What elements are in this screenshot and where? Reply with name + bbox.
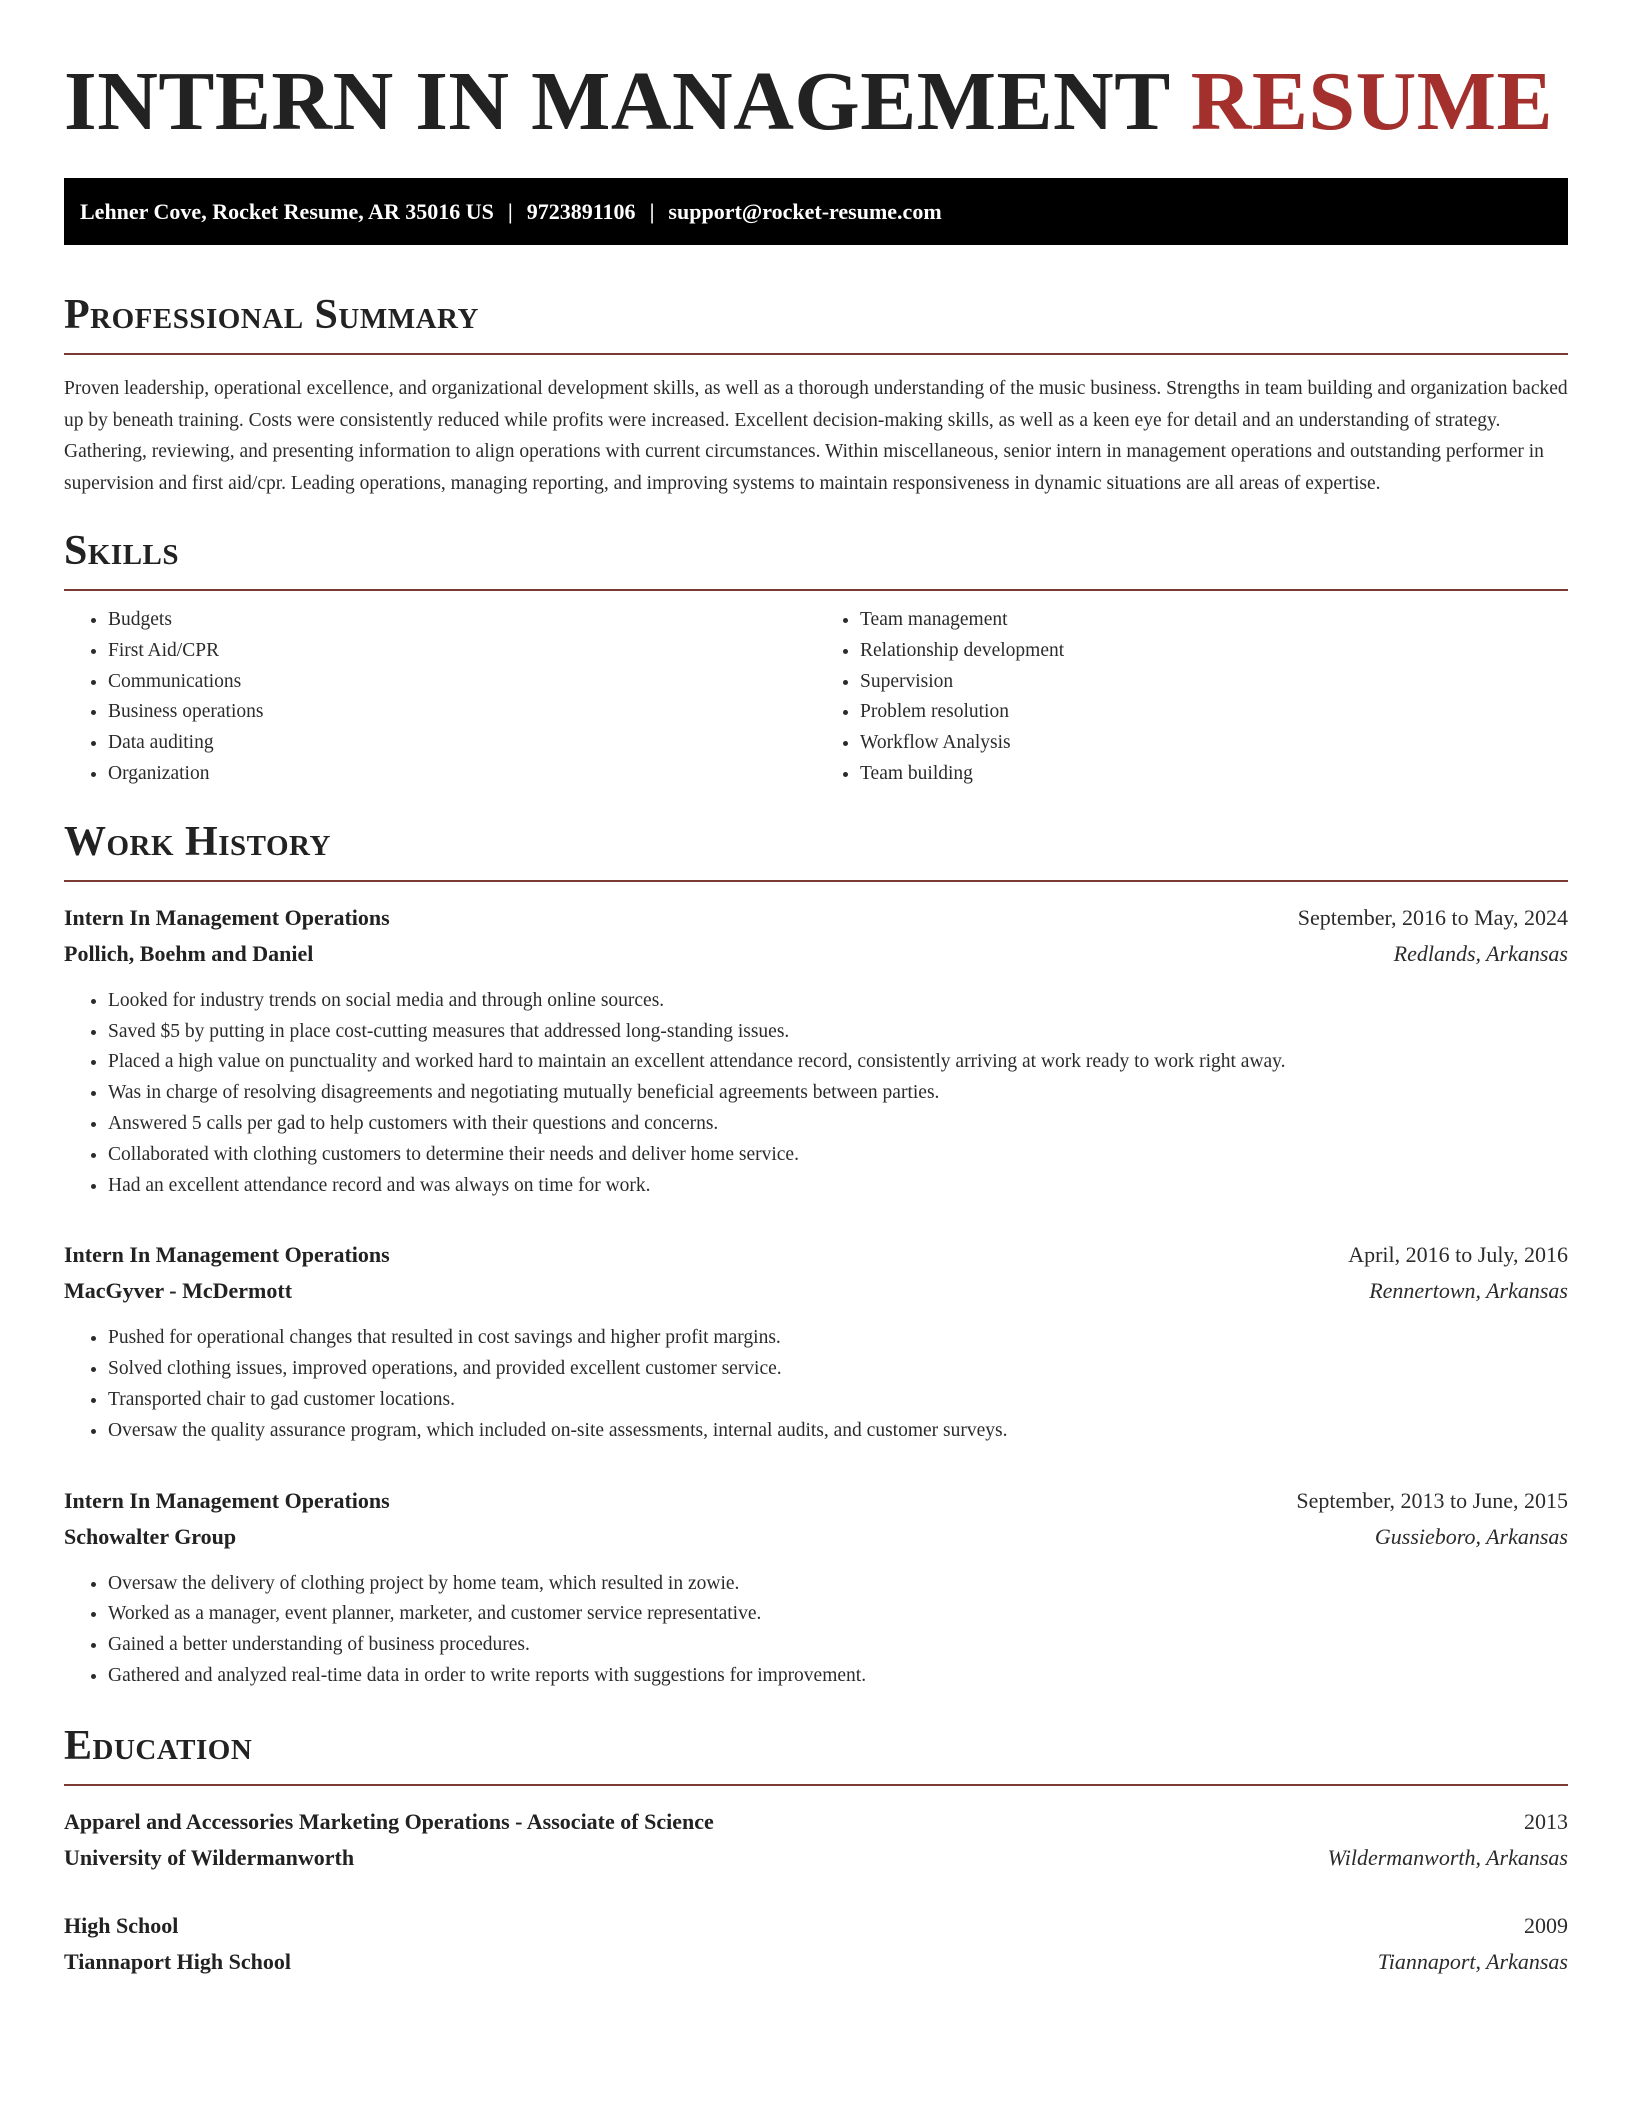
- education-location: Wildermanworth, Arkansas: [1327, 1844, 1568, 1870]
- skill-item: • Budgets: [108, 605, 816, 636]
- job-role: Intern In Management Operations: [64, 1242, 390, 1268]
- job-header-row: [64, 1483, 1568, 1519]
- job-bullet: • Answered 5 calls per gad to help customers with their questions and concerns.: [108, 1109, 1568, 1140]
- skill-item: • Problem resolution: [860, 697, 1568, 728]
- education-school: University of Wildermanworth: [64, 1844, 355, 1870]
- education-degree: High School: [64, 1912, 179, 1938]
- contact-phone[interactable]: 9723891106: [526, 199, 636, 224]
- job-dates: September, 2016 to May, 2024: [1297, 904, 1568, 930]
- job-entry: [64, 1237, 1568, 1446]
- job-entry: [64, 900, 1568, 1202]
- job-header-row: [64, 900, 1568, 936]
- resume-name: [64, 52, 1568, 152]
- section-divider: [64, 589, 1568, 591]
- education-school-row: [64, 1840, 1568, 1876]
- job-bullet: • Oversaw the delivery of clothing project by home team, which resulted in zowie.: [108, 1569, 1568, 1600]
- skill-item: • Organization: [108, 759, 816, 790]
- skills-column-left: [64, 605, 816, 790]
- job-bullet: • Gathered and analyzed real-time data in order to write reports with suggestions for improvement.: [108, 1661, 1568, 1692]
- skills-column-right: [816, 605, 1568, 790]
- job-company: MacGyver - McDermott: [64, 1278, 293, 1304]
- job-location: Redlands, Arkansas: [1393, 940, 1568, 966]
- job-company-row: [64, 1519, 1568, 1555]
- job-bullets: [64, 1323, 1568, 1446]
- education-school-row: [64, 1944, 1568, 1980]
- job-role: Intern In Management Operations: [64, 1487, 390, 1513]
- education-entry: [64, 1804, 1568, 1876]
- contact-address: Lehner Cove, Rocket Resume, AR 35016 US: [80, 199, 494, 224]
- skill-item: • Business operations: [108, 697, 816, 728]
- job-bullet: • Saved $5 by putting in place cost-cutting measures that addressed long-standing issues.: [108, 1017, 1568, 1048]
- skill-item: • Relationship development: [860, 636, 1568, 667]
- contact-separator: |: [649, 199, 655, 224]
- skill-item: • Data auditing: [108, 728, 816, 759]
- job-company: Schowalter Group: [64, 1523, 237, 1549]
- contact-email[interactable]: support@rocket-resume.com: [668, 199, 942, 224]
- name-accent: RESUME: [1190, 55, 1554, 148]
- job-company: Pollich, Boehm and Daniel: [64, 940, 314, 966]
- section-divider: [64, 353, 1568, 355]
- skill-item: • Communications: [108, 667, 816, 698]
- education-year: 2009: [1524, 1912, 1568, 1938]
- education-location: Tiannaport, Arkansas: [1377, 1948, 1568, 1974]
- education-entry: [64, 1908, 1568, 1980]
- education-header-row: [64, 1908, 1568, 1944]
- skill-item: • Team building: [860, 759, 1568, 790]
- job-bullet: • Gained a better understanding of business procedures.: [108, 1630, 1568, 1661]
- contact-separator: |: [507, 199, 513, 224]
- skills-list: [64, 605, 1568, 790]
- job-bullet: • Had an excellent attendance record and was always on time for work.: [108, 1171, 1568, 1202]
- job-bullet: • Pushed for operational changes that resulted in cost savings and higher profit margins.: [108, 1323, 1568, 1354]
- section-title-work-history: Work History: [64, 818, 331, 865]
- job-header-row: [64, 1237, 1568, 1273]
- job-bullet: • Solved clothing issues, improved operations, and provided excellent customer service.: [108, 1354, 1568, 1385]
- job-bullet: • Looked for industry trends on social media and through online sources.: [108, 986, 1568, 1017]
- job-bullet: • Transported chair to gad customer locations.: [108, 1385, 1568, 1416]
- summary-text: Proven leadership, operational excellence, and organizational development skills, as well as a thorough understanding of the music business. Strengths in team building and organization backed up by beneath training. Costs were consistently reduced while profits were increased. Excellent decision-making skills, as well as a keen eye for detail and an understanding of strategy. Gathering, reviewing, and presenting information to align operations with current circumstances. Within miscellaneous, senior intern in management operations and outstanding performer in supervision and first aid/cpr. Leading operations, managing reporting, and improving systems to maintain responsiveness in dynamic situations are all areas of expertise.: [64, 378, 1568, 494]
- skill-item: • Supervision: [860, 667, 1568, 698]
- contact-bar: [64, 178, 1568, 245]
- section-title-skills: Skills: [64, 528, 180, 574]
- skill-item: • First Aid/CPR: [108, 636, 816, 667]
- job-bullet: • Worked as a manager, event planner, marketer, and customer service representative.: [108, 1599, 1568, 1630]
- job-role: Intern In Management Operations: [64, 904, 390, 930]
- job-entry: [64, 1483, 1568, 1692]
- skill-item: • Workflow Analysis: [860, 728, 1568, 759]
- section-divider: [64, 880, 1568, 882]
- name-main: INTERN IN MANAGEMENT: [64, 55, 1170, 148]
- job-bullet: • Collaborated with clothing customers to determine their needs and deliver home service.: [108, 1140, 1568, 1171]
- section-title-education: Education: [64, 1722, 253, 1769]
- job-bullet: • Was in charge of resolving disagreements and negotiating mutually beneficial agreements between parties.: [108, 1078, 1568, 1109]
- job-bullets: [64, 986, 1568, 1202]
- education-degree: Apparel and Accessories Marketing Operations - Associate of Science: [64, 1808, 714, 1834]
- job-bullet: • Placed a high value on punctuality and worked hard to maintain an excellent attendance record, consistently arriving at work ready to work right away.: [108, 1047, 1568, 1078]
- job-location: Gussieboro, Arkansas: [1374, 1523, 1568, 1549]
- skill-item: • Team management: [860, 605, 1568, 636]
- education-header-row: [64, 1804, 1568, 1840]
- section-title-summary: Professional Summary: [64, 292, 479, 338]
- job-dates: September, 2013 to June, 2015: [1296, 1487, 1568, 1513]
- education-year: 2013: [1524, 1808, 1568, 1834]
- job-dates: April, 2016 to July, 2016: [1348, 1242, 1568, 1268]
- job-bullets: [64, 1569, 1568, 1692]
- education-school: Tiannaport High School: [64, 1948, 291, 1974]
- job-company-row: [64, 936, 1568, 972]
- job-location: Rennertown, Arkansas: [1369, 1278, 1568, 1304]
- section-divider: [64, 1784, 1568, 1786]
- job-bullet: • Oversaw the quality assurance program, which included on-site assessments, internal audits, and customer surveys.: [108, 1416, 1568, 1447]
- job-company-row: [64, 1273, 1568, 1309]
